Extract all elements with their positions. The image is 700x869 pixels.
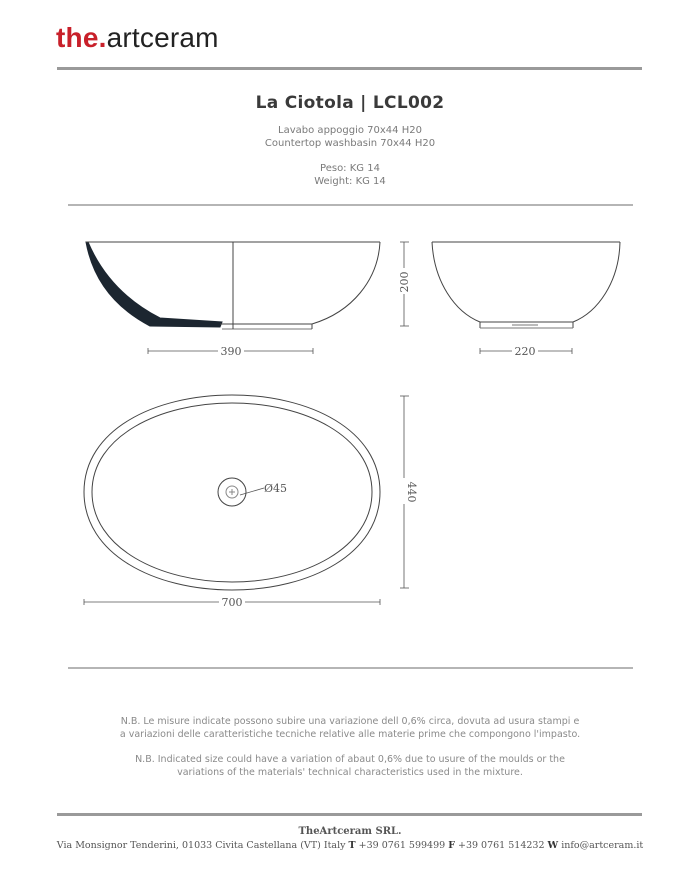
top-width-label: 700 (221, 596, 243, 609)
company-name: TheArtceram SRL. (298, 826, 402, 837)
height-label: 200 (398, 271, 411, 293)
footer-divider (57, 813, 642, 816)
drain-diameter-label: Ø45 (264, 482, 288, 495)
weight-italian: Peso: KG 14 (320, 163, 380, 174)
tel-label: T (348, 840, 356, 851)
front-width-label: 220 (514, 345, 536, 358)
email-link[interactable]: info@artceram.it (561, 840, 644, 851)
description-italian: Lavabo appoggio 70x44 H20 (278, 125, 422, 136)
note-italian-line-1: N.B. Le misure indicate possono subire una variazione dell 0,6% circa, dovuta ad usura stampi e (120, 716, 580, 727)
note-english-line-1: N.B. Indicated size could have a variation of abaut 0,6% due to usure of the moulds or the (135, 754, 565, 765)
product-title: La Ciotola | LCL002 (255, 93, 445, 113)
company-contact (0, 840, 700, 851)
side-view-section-fill (86, 242, 222, 327)
tel-number: +39 0761 599499 (358, 840, 446, 851)
top-height-label: 440 (405, 481, 418, 503)
note-english-line-2: variations of the materials' technical characteristics used in the mixture. (177, 767, 523, 778)
weight-english: Weight: KG 14 (314, 176, 386, 187)
side-view-outer-curve (312, 242, 380, 324)
logo-suffix: artceram (106, 22, 219, 53)
drain-leader-line (240, 488, 264, 495)
company-address: Via Monsignor Tenderini, 01033 Civita Castellana (VT) Italy (56, 840, 346, 851)
fax-number: +39 0761 514232 (457, 840, 545, 851)
logo-prefix: the. (56, 22, 107, 53)
fax-label: F (448, 840, 455, 851)
web-label: W (547, 840, 559, 851)
notes-divider (68, 667, 633, 669)
description-english: Countertop washbasin 70x44 H20 (264, 138, 436, 149)
front-view (432, 242, 620, 328)
side-width-label: 390 (220, 345, 242, 358)
top-view (84, 395, 380, 590)
note-italian-line-2: a variazioni delle caratteristiche tecniche relative alle materie prime che compongono l'impasto. (119, 729, 581, 740)
side-view (86, 242, 380, 329)
